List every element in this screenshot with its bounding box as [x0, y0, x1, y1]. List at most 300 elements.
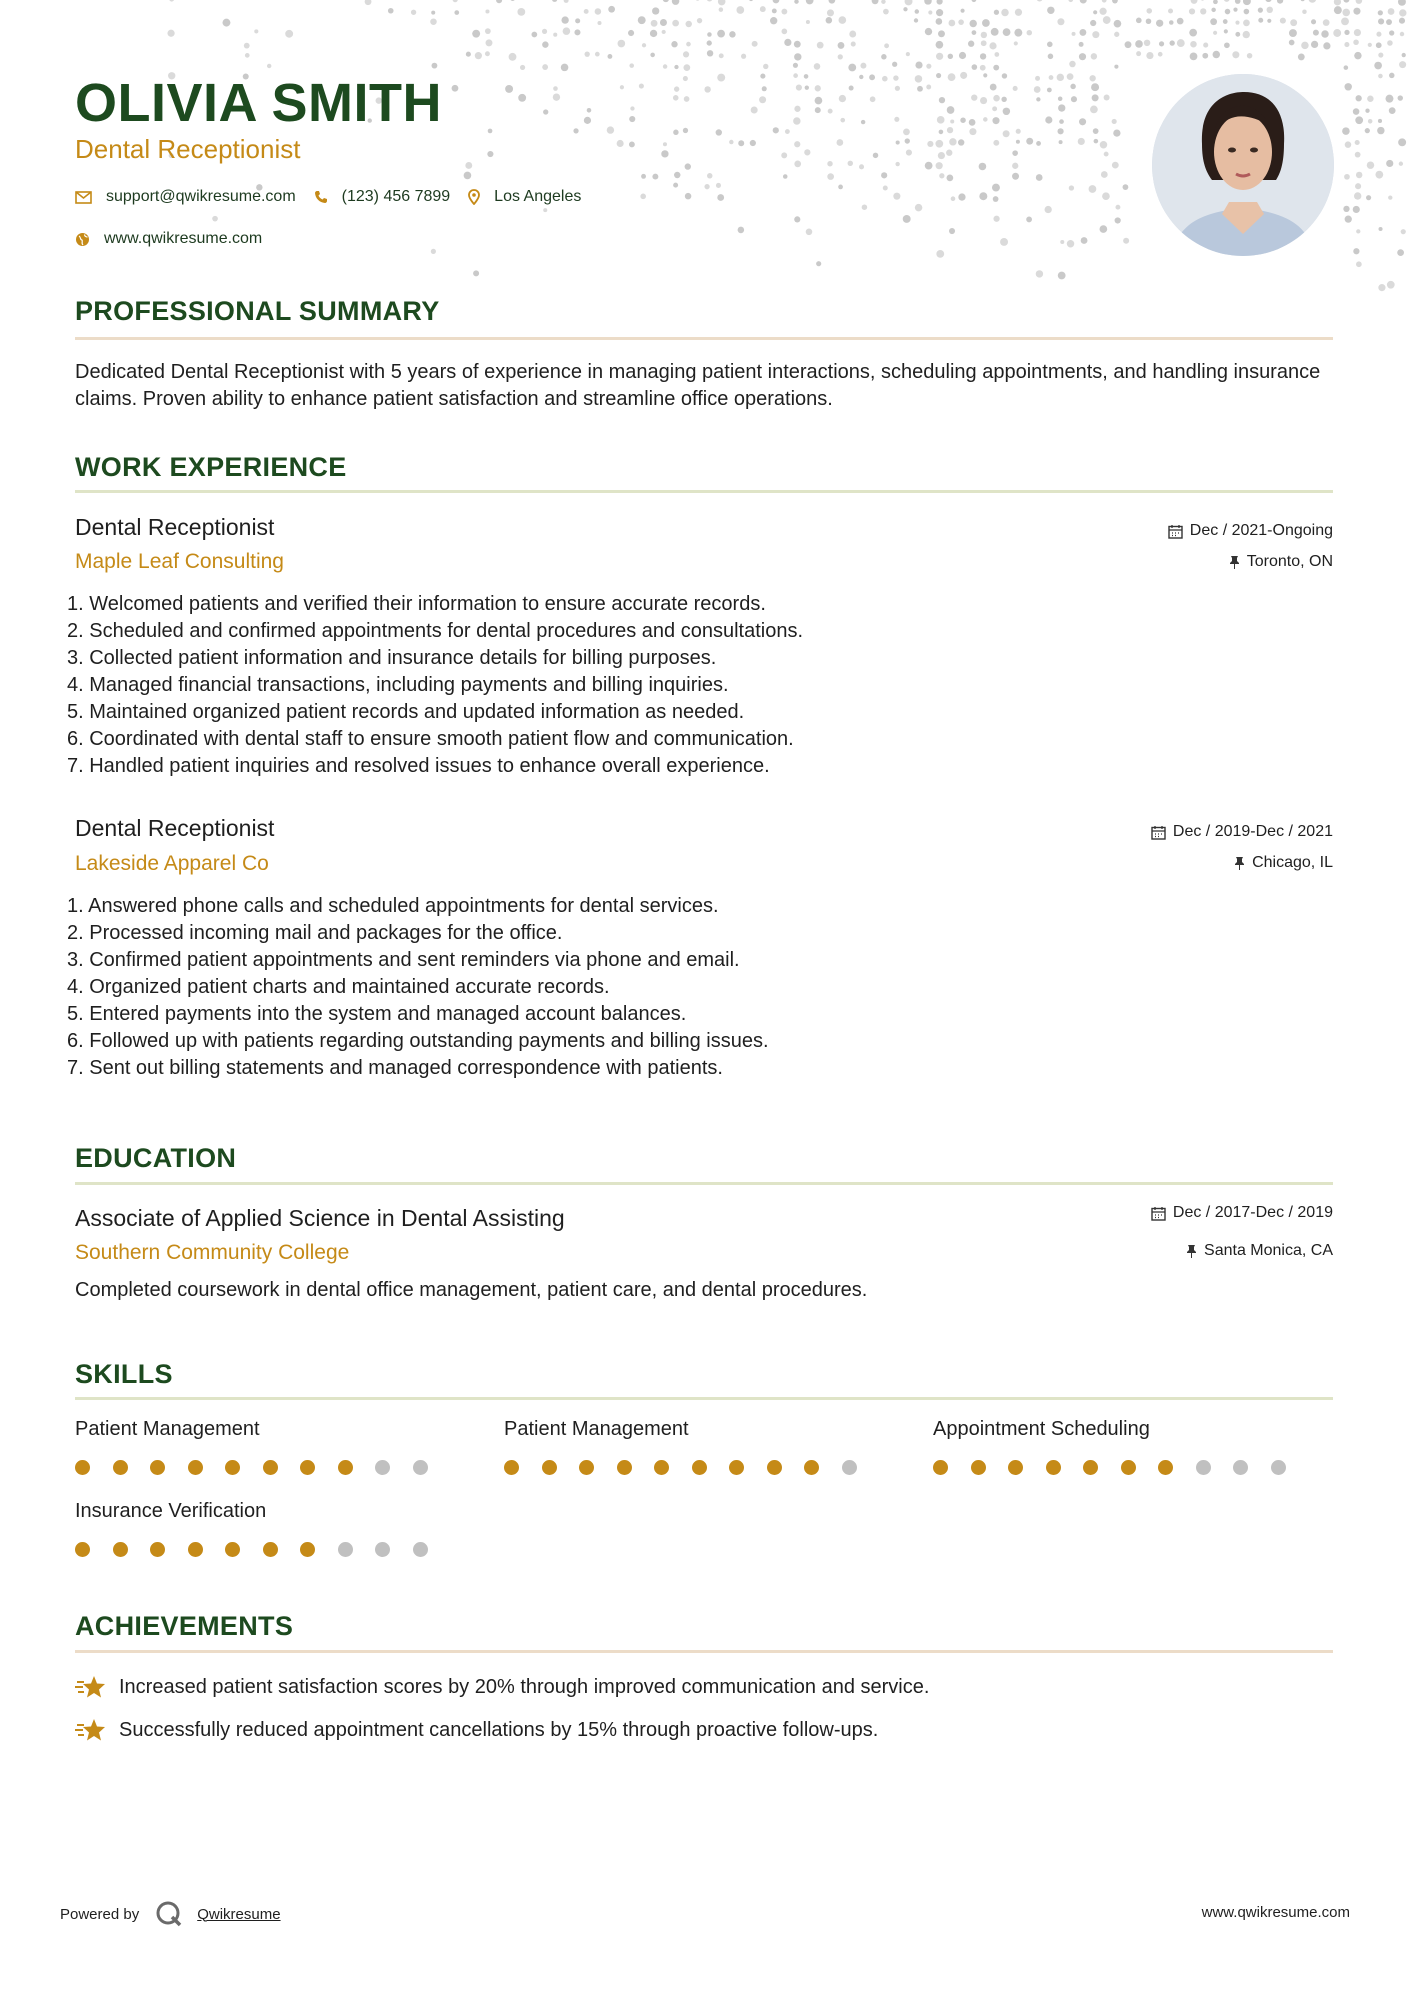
- pattern-dot: [1012, 173, 1019, 180]
- pattern-dot: [1389, 73, 1394, 78]
- pattern-dot: [1309, 0, 1317, 3]
- pattern-dot: [1112, 162, 1119, 169]
- pattern-dot: [882, 76, 888, 82]
- pattern-dot: [881, 0, 886, 4]
- skill-rating: [933, 1460, 1308, 1475]
- education-heading: EDUCATION: [75, 1143, 237, 1173]
- pattern-dot: [881, 172, 887, 178]
- pattern-dot: [518, 94, 526, 102]
- pattern-dot: [641, 174, 646, 179]
- pattern-dot: [994, 52, 999, 57]
- pattern-dot: [561, 16, 568, 23]
- pattern-dot: [520, 65, 525, 70]
- pattern-dot: [794, 161, 801, 168]
- pattern-dot: [1049, 75, 1054, 80]
- pattern-dot: [838, 185, 843, 190]
- pattern-dot: [1114, 20, 1122, 28]
- pattern-dot: [949, 138, 956, 145]
- pattern-dot: [860, 63, 866, 69]
- job-location: [1229, 553, 1333, 571]
- pattern-dot: [1026, 217, 1032, 223]
- pattern-dot: [1355, 152, 1361, 158]
- pattern-dot: [1354, 29, 1361, 36]
- phone-text: (123) 456 7899: [341, 188, 451, 205]
- pattern-dot: [707, 40, 712, 45]
- powered-by-text: Powered by: [60, 1905, 140, 1923]
- pattern-dot: [794, 106, 800, 112]
- skill-dot-filled: [933, 1460, 948, 1475]
- skill-dot-filled: [75, 1460, 90, 1475]
- pattern-dot: [903, 215, 911, 223]
- pattern-dot: [1015, 9, 1022, 16]
- pattern-dot: [892, 62, 897, 67]
- pattern-dot: [1334, 0, 1341, 5]
- pattern-dot: [935, 140, 943, 148]
- skill-dot-filled: [579, 1460, 594, 1475]
- pattern-dot: [947, 174, 954, 181]
- pattern-dot: [738, 227, 745, 234]
- footer-url[interactable]: www.qwikresume.com: [1201, 1904, 1350, 1921]
- pattern-dot: [464, 172, 472, 180]
- pattern-dot: [1047, 7, 1054, 14]
- star-icon: [75, 1717, 107, 1743]
- skill-rating: [75, 1460, 450, 1475]
- pattern-dot: [951, 196, 956, 201]
- pattern-dot: [1169, 40, 1174, 45]
- pattern-dot: [1289, 40, 1295, 46]
- pattern-dot: [640, 194, 646, 200]
- pattern-dot: [607, 126, 614, 133]
- pattern-dot: [1388, 8, 1395, 15]
- pattern-dot: [806, 229, 813, 236]
- pattern-dot: [671, 41, 677, 47]
- skill-dot-empty: [1196, 1460, 1211, 1475]
- pattern-dot: [629, 63, 634, 68]
- pattern-dot: [1233, 8, 1237, 12]
- pattern-dot: [222, 19, 230, 27]
- location-item: [468, 188, 581, 206]
- pattern-dot: [1202, 53, 1208, 59]
- pattern-dot: [1091, 53, 1097, 59]
- pattern-dot: [509, 53, 517, 61]
- pattern-dot: [1027, 30, 1032, 35]
- phone-item[interactable]: [314, 188, 451, 206]
- profile-photo: [1152, 74, 1334, 256]
- skill-dot-empty: [413, 1460, 428, 1475]
- pattern-dot: [1047, 88, 1052, 93]
- pattern-dot: [1342, 9, 1350, 17]
- pattern-dot: [617, 140, 624, 147]
- pattern-dot: [673, 95, 679, 101]
- pattern-dot: [1123, 238, 1129, 244]
- star-icon: [75, 1674, 107, 1700]
- skill-dot-filled: [263, 1542, 278, 1557]
- pattern-dot: [629, 142, 635, 148]
- section-divider: [75, 1650, 1333, 1653]
- pattern-dot: [773, 0, 780, 3]
- pattern-dot: [673, 183, 678, 188]
- pattern-dot: [1135, 40, 1143, 48]
- pattern-dot: [1094, 139, 1099, 144]
- pattern-dot: [674, 86, 679, 91]
- calendar-icon: [1151, 825, 1166, 840]
- pattern-dot: [741, 54, 746, 59]
- pattern-dot: [770, 17, 777, 24]
- pattern-dot: [1079, 29, 1086, 36]
- pattern-dot: [948, 73, 956, 81]
- pattern-dot: [1378, 227, 1382, 231]
- pattern-dot: [928, 10, 932, 14]
- pattern-dot: [1001, 97, 1006, 102]
- pattern-dot: [169, 0, 174, 2]
- pattern-dot: [989, 42, 996, 49]
- pattern-dot: [804, 74, 809, 79]
- pattern-dot: [1223, 19, 1228, 24]
- pattern-dot: [473, 270, 479, 276]
- pattern-dot: [684, 96, 690, 102]
- pattern-dot: [972, 0, 977, 2]
- pattern-dot: [794, 141, 800, 147]
- pattern-dot: [1301, 42, 1308, 49]
- qwikresume-link[interactable]: Qwikresume: [197, 1905, 281, 1923]
- pattern-dot: [485, 9, 489, 13]
- pattern-dot: [873, 153, 879, 159]
- pattern-dot: [936, 18, 943, 25]
- pattern-dot: [980, 97, 987, 104]
- pattern-dot: [1344, 174, 1350, 180]
- pattern-dot: [838, 54, 843, 59]
- pattern-dot: [1079, 42, 1084, 47]
- section-divider: [75, 1397, 1333, 1400]
- pattern-dot: [1354, 192, 1361, 199]
- pattern-dot: [981, 32, 987, 38]
- pattern-dot: [1367, 96, 1373, 102]
- pattern-dot: [937, 116, 945, 124]
- pattern-dot: [542, 41, 548, 47]
- skill-dot-filled: [150, 1460, 165, 1475]
- pattern-dot: [794, 41, 801, 48]
- pattern-dot: [1210, 18, 1217, 25]
- pattern-dot: [925, 28, 932, 35]
- pattern-dot: [597, 21, 601, 25]
- education-date: [1151, 1204, 1333, 1222]
- pattern-dot: [716, 183, 721, 188]
- pattern-dot: [1058, 96, 1063, 101]
- pattern-dot: [1080, 0, 1087, 4]
- pattern-dot: [1243, 31, 1250, 38]
- pattern-dot: [431, 249, 436, 254]
- pattern-dot: [815, 85, 821, 91]
- pattern-dot: [1333, 29, 1341, 37]
- achievement-item: [75, 1674, 929, 1700]
- pattern-dot: [1302, 9, 1306, 13]
- pattern-dot: [638, 16, 646, 24]
- pattern-dot: [729, 31, 735, 37]
- list-item: 2. Processed incoming mail and packages for the office.: [67, 922, 563, 944]
- pattern-dot: [972, 30, 977, 35]
- skill-dot-filled: [767, 1460, 782, 1475]
- pin-icon: [1229, 555, 1240, 570]
- pattern-dot: [1169, 20, 1174, 25]
- pattern-dot: [1213, 0, 1218, 4]
- pattern-dot: [1190, 53, 1198, 61]
- pattern-dot: [883, 185, 888, 190]
- pattern-dot: [1034, 86, 1041, 93]
- pattern-dot: [573, 128, 578, 133]
- pattern-dot: [1079, 53, 1086, 60]
- pattern-dot: [870, 96, 876, 102]
- pattern-dot: [561, 64, 569, 72]
- job-location: [1234, 854, 1333, 872]
- pattern-dot: [905, 0, 913, 5]
- pattern-dot: [1026, 138, 1033, 145]
- pattern-dot: [1125, 41, 1132, 48]
- pattern-dot: [1016, 129, 1021, 134]
- pattern-dot: [1156, 20, 1163, 27]
- pattern-dot: [1353, 39, 1359, 45]
- pattern-dot: [752, 41, 758, 47]
- location-text: Los Angeles: [494, 188, 582, 205]
- pattern-dot: [686, 42, 691, 47]
- pattern-dot: [630, 106, 634, 110]
- pattern-dot: [1200, 8, 1206, 14]
- pattern-dot: [496, 0, 502, 3]
- pattern-dot: [851, 42, 856, 47]
- pattern-dot: [673, 130, 678, 135]
- pattern-dot: [1203, 43, 1208, 48]
- pattern-dot: [1003, 28, 1011, 36]
- pattern-dot: [936, 250, 944, 258]
- pattern-dot: [1146, 18, 1152, 24]
- pattern-dot: [981, 40, 987, 46]
- pattern-dot: [893, 75, 898, 80]
- footer-branding: [60, 1900, 281, 1928]
- pattern-dot: [936, 9, 943, 16]
- pattern-dot: [926, 64, 931, 69]
- pattern-dot: [1047, 42, 1053, 48]
- education-description: Completed coursework in dental office management, patient care, and dental procedures.: [75, 1279, 868, 1301]
- pattern-dot: [663, 142, 667, 146]
- pattern-dot: [1100, 225, 1108, 233]
- pattern-dot: [1114, 65, 1118, 69]
- pattern-dot: [1356, 95, 1362, 101]
- pattern-dot: [1093, 10, 1097, 14]
- pattern-dot: [1213, 31, 1217, 35]
- website-item[interactable]: [75, 230, 262, 248]
- pattern-dot: [660, 19, 667, 26]
- pattern-dot: [244, 43, 250, 49]
- pattern-dot: [759, 96, 766, 103]
- pattern-dot: [903, 128, 910, 135]
- pin-icon: [1186, 1244, 1197, 1259]
- pattern-dot: [762, 86, 767, 91]
- email-item[interactable]: [75, 188, 296, 206]
- pattern-dot: [695, 0, 699, 1]
- pattern-dot: [763, 64, 768, 69]
- pattern-dot: [781, 9, 787, 15]
- pattern-dot: [979, 163, 987, 171]
- pattern-dot: [849, 31, 856, 38]
- pattern-dot: [783, 174, 788, 179]
- phone-icon: [314, 190, 328, 204]
- pattern-dot: [652, 174, 658, 180]
- pattern-dot: [1398, 138, 1406, 146]
- pattern-dot: [1355, 116, 1363, 124]
- pattern-dot: [781, 152, 787, 158]
- pattern-dot: [1280, 18, 1286, 24]
- pattern-dot: [1258, 7, 1263, 12]
- pattern-dot: [517, 8, 525, 16]
- pattern-dot: [452, 85, 459, 92]
- pattern-dot: [1224, 0, 1230, 2]
- pattern-dot: [553, 33, 557, 37]
- pattern-dot: [992, 184, 1000, 192]
- pattern-dot: [685, 193, 692, 200]
- pattern-dot: [938, 30, 945, 37]
- pattern-dot: [960, 72, 967, 79]
- pattern-dot: [1177, 39, 1185, 47]
- pattern-dot: [896, 140, 900, 144]
- pattern-dot: [1000, 238, 1008, 246]
- pattern-dot: [707, 50, 713, 56]
- pattern-dot: [1267, 19, 1271, 23]
- pattern-dot: [749, 0, 753, 1]
- pattern-dot: [1366, 195, 1371, 200]
- pattern-dot: [1398, 0, 1406, 6]
- pattern-dot: [1355, 140, 1360, 145]
- pattern-dot: [685, 21, 691, 27]
- pattern-dot: [958, 193, 965, 200]
- pattern-dot: [1225, 9, 1231, 15]
- pattern-dot: [849, 86, 854, 91]
- pattern-dot: [388, 8, 394, 14]
- pattern-dot: [1235, 21, 1239, 25]
- pattern-dot: [718, 0, 726, 5]
- pattern-dot: [662, 30, 666, 34]
- pattern-dot: [1365, 128, 1370, 133]
- pattern-dot: [719, 53, 724, 58]
- skill-dot-filled: [113, 1460, 128, 1475]
- pattern-dot: [840, 118, 845, 123]
- pattern-dot: [1213, 51, 1220, 58]
- pattern-dot: [1070, 84, 1075, 89]
- pattern-dot: [1368, 119, 1373, 124]
- pattern-dot: [1313, 30, 1319, 36]
- pattern-dot: [652, 7, 659, 14]
- pattern-dot: [1081, 237, 1088, 244]
- pattern-dot: [552, 0, 557, 2]
- pattern-dot: [969, 119, 976, 126]
- pattern-dot: [917, 86, 923, 92]
- pattern-dot: [650, 30, 657, 37]
- skill-dot-filled: [971, 1460, 986, 1475]
- job-location-text: Chicago, IL: [1252, 854, 1333, 871]
- pattern-dot: [979, 192, 987, 200]
- pattern-dot: [1091, 83, 1099, 91]
- pattern-dot: [1093, 128, 1099, 134]
- pattern-dot: [651, 20, 658, 27]
- pattern-dot: [1036, 97, 1040, 101]
- pattern-dot: [564, 0, 569, 3]
- job-bullets: [67, 893, 1267, 1082]
- skill-dot-filled: [75, 1542, 90, 1557]
- pattern-dot: [837, 139, 844, 146]
- skill-dot-filled: [692, 1460, 707, 1475]
- pattern-dot: [838, 42, 845, 49]
- pattern-dot: [993, 140, 999, 146]
- pattern-dot: [1290, 19, 1297, 26]
- pattern-dot: [772, 8, 777, 13]
- skill-dot-empty: [842, 1460, 857, 1475]
- envelope-icon: [75, 191, 92, 204]
- pattern-dot: [717, 194, 724, 201]
- pattern-dot: [1374, 62, 1382, 70]
- pattern-dot: [1345, 141, 1352, 148]
- pattern-dot: [993, 65, 999, 71]
- pattern-dot: [1344, 65, 1349, 70]
- pattern-dot: [914, 18, 918, 22]
- skill-item: [933, 1418, 1308, 1475]
- pattern-dot: [683, 51, 689, 57]
- pattern-dot: [936, 53, 943, 60]
- pattern-dot: [915, 75, 922, 82]
- pattern-dot: [760, 6, 766, 12]
- pattern-dot: [167, 30, 174, 37]
- pattern-dot: [793, 73, 798, 78]
- pattern-dot: [895, 86, 900, 91]
- pattern-dot: [1398, 95, 1403, 100]
- pattern-dot: [553, 93, 560, 100]
- pattern-dot: [1356, 172, 1362, 178]
- list-item: 7. Handled patient inquiries and resolved issues to enhance overall experience.: [67, 755, 770, 777]
- skill-rating: [75, 1542, 450, 1557]
- pattern-dot: [620, 85, 624, 89]
- pattern-dot: [1367, 161, 1374, 168]
- pattern-dot: [1115, 205, 1120, 210]
- pattern-dot: [575, 18, 580, 23]
- pattern-dot: [827, 161, 832, 166]
- list-item: 3. Confirmed patient appointments and sent reminders via phone and email.: [67, 949, 740, 971]
- pattern-dot: [485, 28, 491, 34]
- pattern-dot: [1079, 118, 1086, 125]
- job-location-text: Toronto, ON: [1246, 553, 1333, 570]
- pattern-dot: [881, 54, 886, 59]
- pattern-dot: [465, 162, 472, 169]
- pattern-dot: [804, 149, 810, 155]
- pattern-dot: [1069, 185, 1074, 190]
- pattern-dot: [950, 119, 954, 123]
- pattern-dot: [785, 129, 790, 134]
- pattern-dot: [628, 30, 634, 36]
- pattern-dot: [1113, 129, 1120, 136]
- skill-dot-empty: [375, 1460, 390, 1475]
- pattern-dot: [983, 73, 987, 77]
- email-text: support@qwikresume.com: [106, 188, 296, 205]
- pattern-dot: [1247, 53, 1252, 58]
- pattern-dot: [1003, 108, 1010, 115]
- pattern-dot: [859, 75, 863, 79]
- skill-name: Appointment Scheduling: [933, 1418, 1150, 1440]
- pattern-dot: [1386, 19, 1392, 25]
- skill-item: [75, 1418, 450, 1475]
- pattern-dot: [1002, 73, 1007, 78]
- pattern-dot: [650, 53, 655, 58]
- list-item: 6. Followed up with patients regarding outstanding payments and billing issues.: [67, 1030, 769, 1052]
- pattern-dot: [1036, 141, 1041, 146]
- pattern-dot: [683, 64, 690, 71]
- skill-name: Insurance Verification: [75, 1500, 267, 1522]
- pattern-dot: [751, 106, 758, 113]
